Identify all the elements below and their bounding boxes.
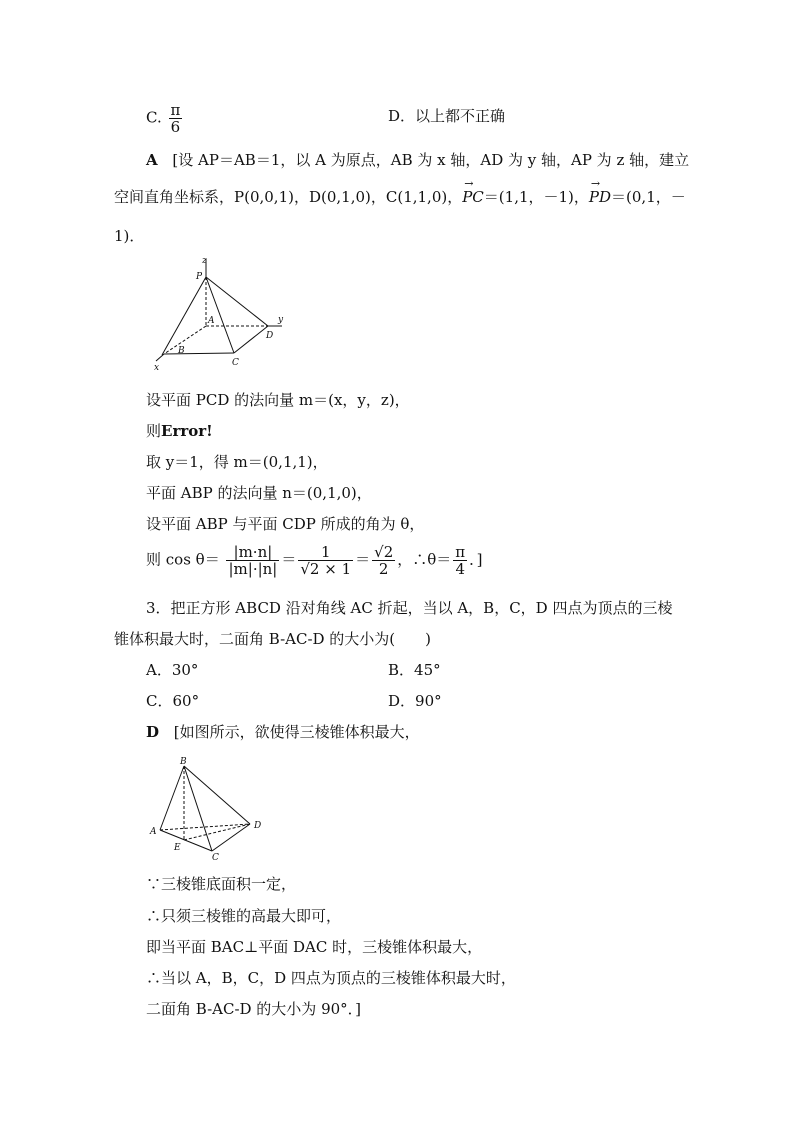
option-d: D．以上都不正确 [388,107,506,125]
frac-den: 6 [170,118,181,136]
solution-3-line-4: 即当平面 BAC⊥平面 DAC 时，三棱锥体积最大， [146,938,483,956]
equals: ＝ [355,550,371,569]
solution-text: [如图所示，欲使得三棱锥体积最大， [173,723,420,741]
frac-num: π [455,543,466,561]
solution-3-line-2: ∵三棱锥底面积一定， [146,875,297,893]
option-d-q3: D．90° [388,692,442,710]
answer-letter: A [146,151,158,169]
label-d: D [254,821,262,831]
question-3-line-1: 3．把正方形 ABCD 沿对角线 AC 折起，当以 A，B，C，D 四点为顶点的三棱 [146,599,673,617]
solution-3-line-3: ∴只须三棱锥的高最大即可， [146,907,342,925]
option-c [146,102,184,135]
step-normal-pcd: 设平面 PCD 的法向量 m＝(x，y，z)， [146,391,410,409]
solution-3-line-6: 二面角 B-AC-D 的大小为 90°．] [146,1000,362,1018]
solution-3-line-1 [146,722,420,742]
label-c: C [212,853,219,863]
frac-den: √2 × 1 [300,560,352,578]
fraction-one [298,544,353,577]
step-take-y: 取 y＝1，得 m＝(0,1,1)， [146,453,328,471]
frac-num: |m·n| [226,544,279,561]
label-y: y [278,315,284,325]
label-c: C [232,358,239,368]
step-text: 则 [146,422,162,440]
edge-cd [234,326,268,353]
x-axis [156,354,164,361]
label-x: x [154,363,160,373]
cos-formula [146,544,483,577]
frac-den: 4 [455,560,465,578]
fraction-pi4 [453,544,467,577]
formula-text: 则 cos θ＝ [146,550,220,569]
edge-pb [162,277,206,355]
pyramid-figure [152,255,298,373]
solution-line-3: 1)． [114,227,145,245]
frac-num: √2 [374,543,394,561]
vector-pc: → PC [462,187,484,207]
frac-den: |m|·|n| [228,560,278,578]
label-d: D [266,331,274,341]
step-error [146,421,213,441]
formula-text: ，∴θ＝ [397,550,452,569]
solution-text: ＝(1,1，－1)， [483,188,589,206]
step-normal-abp: 平面 ABP 的法向量 n＝(0,1,0)， [146,484,372,502]
option-c-q3: C．60° [146,692,200,710]
solution-text: 空间直角坐标系，P(0,0,1)，D(0,1,0)，C(1,1,0)， [114,188,463,206]
option-c-label: C. [146,108,162,127]
label-z: z [202,256,207,266]
option-c-fraction [169,102,183,135]
solution-text: [设 AP＝AB＝1，以 A 为原点，AB 为 x 轴，AD 为 y 轴，AP 为 z 轴，建立 [172,151,690,169]
fraction-mn [226,544,279,577]
label-b: B [178,346,185,356]
question-3-line-2: 锥体积最大时，二面角 B-AC-D 的大小为( ) [114,630,432,648]
error-text: Error! [161,422,213,440]
vector-pd: → PD [589,187,611,207]
label-e: E [174,843,181,853]
solution-line-2 [114,187,686,207]
edge-cd [212,824,250,851]
equals: ＝ [281,550,297,569]
solution-line-1 [146,150,689,170]
tetrahedron-figure [146,754,270,864]
label-a: A [208,316,215,326]
frac-num: 1 [298,544,353,561]
label-a: A [150,827,157,837]
step-angle: 设平面 ABP 与平面 CDP 所成的角为 θ， [146,515,425,533]
edge-bc [164,353,234,354]
answer-letter: D [146,723,160,741]
solution-3-line-5: ∴当以 A，B，C，D 四点为顶点的三棱锥体积最大时， [146,969,516,987]
frac-num: π [170,101,181,119]
frac-den: 2 [378,560,389,578]
option-a: A．30° [146,661,199,679]
edge-ac [160,830,212,851]
solution-text: ＝(0,1，－ [611,188,686,206]
edge-ba [160,766,184,830]
label-b: B [180,757,187,767]
fraction-root2 [372,544,395,577]
label-p: P [196,272,203,282]
option-b: B．45° [388,661,441,679]
formula-text: ．] [469,550,483,569]
